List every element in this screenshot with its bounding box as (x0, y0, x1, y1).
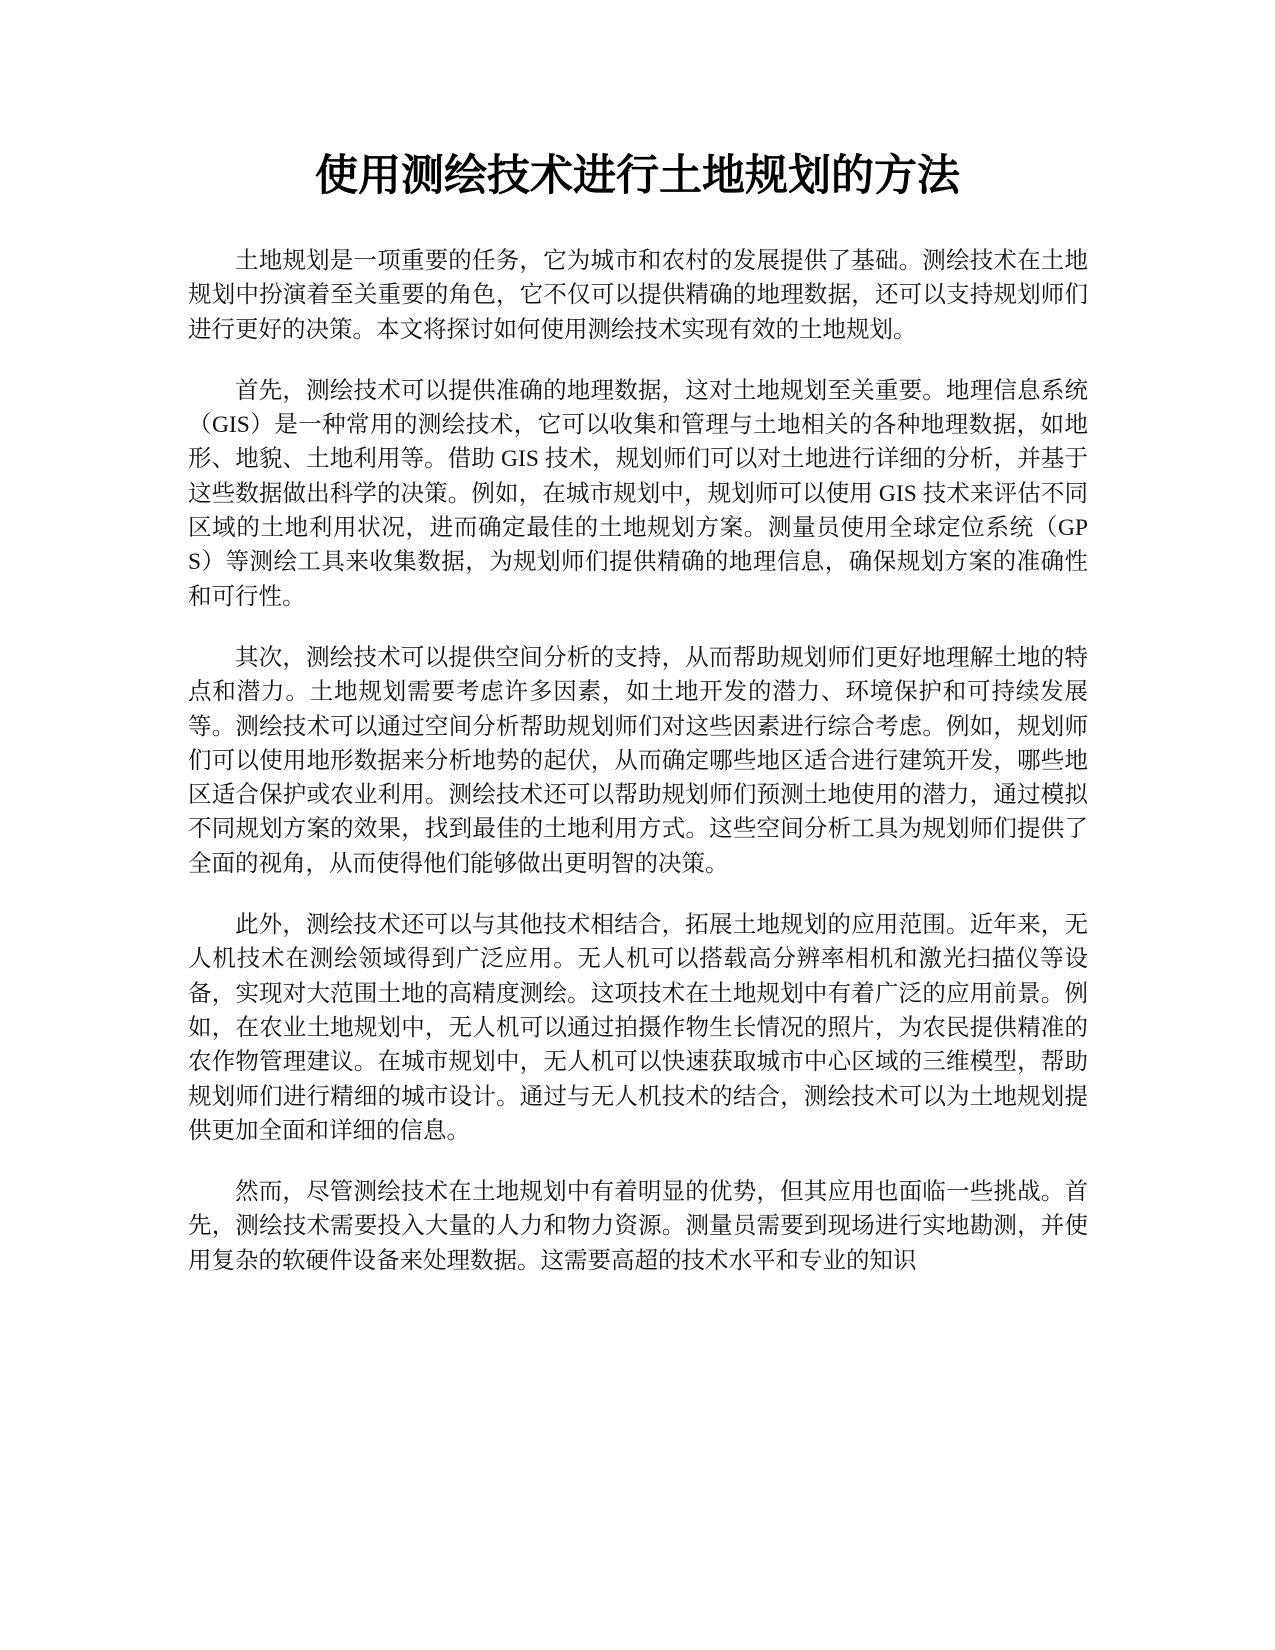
document-body (188, 244, 1088, 1305)
paragraph-3: 其次，测绘技术可以提供空间分析的支持，从而帮助规划师们更好地理解土地的特点和潜力。土地规划需要考虑许多因素，如土地开发的潜力、环境保护和可持续发展等。测绘技术可以通过空间分析帮助规划师们对这些因素进行综合考虑。例如，规划师们可以使用地形数据来分析地势的起伏，从而确定哪些地区适合进行建筑开发，哪些地区适合保护或农业利用。测绘技术还可以帮助规划师们预测土地使用的潜力，通过模拟不同规划方案的效果，找到最佳的土地利用方式。这些空间分析工具为规划师们提供了全面的视角，从而使得他们能够做出更明智的决策。 (188, 644, 1088, 877)
paragraph-1: 土地规划是一项重要的任务，它为城市和农村的发展提供了基础。测绘技术在土地规划中扮演着至关重要的角色，它不仅可以提供精确的地理数据，还可以支持规划师们进行更好的决策。本文将探讨如何使用测绘技术实现有效的土地规划。 (188, 248, 1088, 343)
paragraph-4: 此外，测绘技术还可以与其他技术相结合，拓展土地规划的应用范围。近年来，无人机技术在测绘领域得到广泛应用。无人机可以搭载高分辨率相机和激光扫描仪等设备，实现对大范围土地的高精度测绘。这项技术在土地规划中有着广泛的应用前景。例如，在农业土地规划中，无人机可以通过拍摄作物生长情况的照片，为农民提供精准的农作物管理建议。在城市规划中，无人机可以快速获取城市中心区域的三维模型，帮助规划师们进行精细的城市设计。通过与无人机技术的结合，测绘技术可以为土地规划提供更加全面和详细的信息。 (188, 912, 1088, 1144)
paragraph-2: 首先，测绘技术可以提供准确的地理数据，这对土地规划至关重要。地理信息系统（GIS）是一种常用的测绘技术，它可以收集和管理与土地相关的各种地理数据，如地形、地貌、土地利用等。借助 GIS 技术，规划师们可以对土地进行详细的分析，并基于这些数据做出科学的决策。例如，在城市规划中，规划师可以使用 GIS 技术来评估不同区域的土地利用状况，进而确定最佳的土地规划方案。测量员使用全球定位系统（GPS）等测绘工具来收集数据，为规划师们提供精确的地理信息，确保规划方案的准确性和可行性。 (188, 377, 1088, 610)
document-title: 使用测绘技术进行土地规划的方法 (315, 151, 960, 201)
paragraph-5: 然而，尽管测绘技术在土地规划中有着明显的优势，但其应用也面临一些挑战。首先，测绘技术需要投入大量的人力和物力资源。测量员需要到现场进行实地勘测，并使用复杂的软硬件设备来处理数据。这需要高超的技术水平和专业的知识 (188, 1179, 1088, 1274)
